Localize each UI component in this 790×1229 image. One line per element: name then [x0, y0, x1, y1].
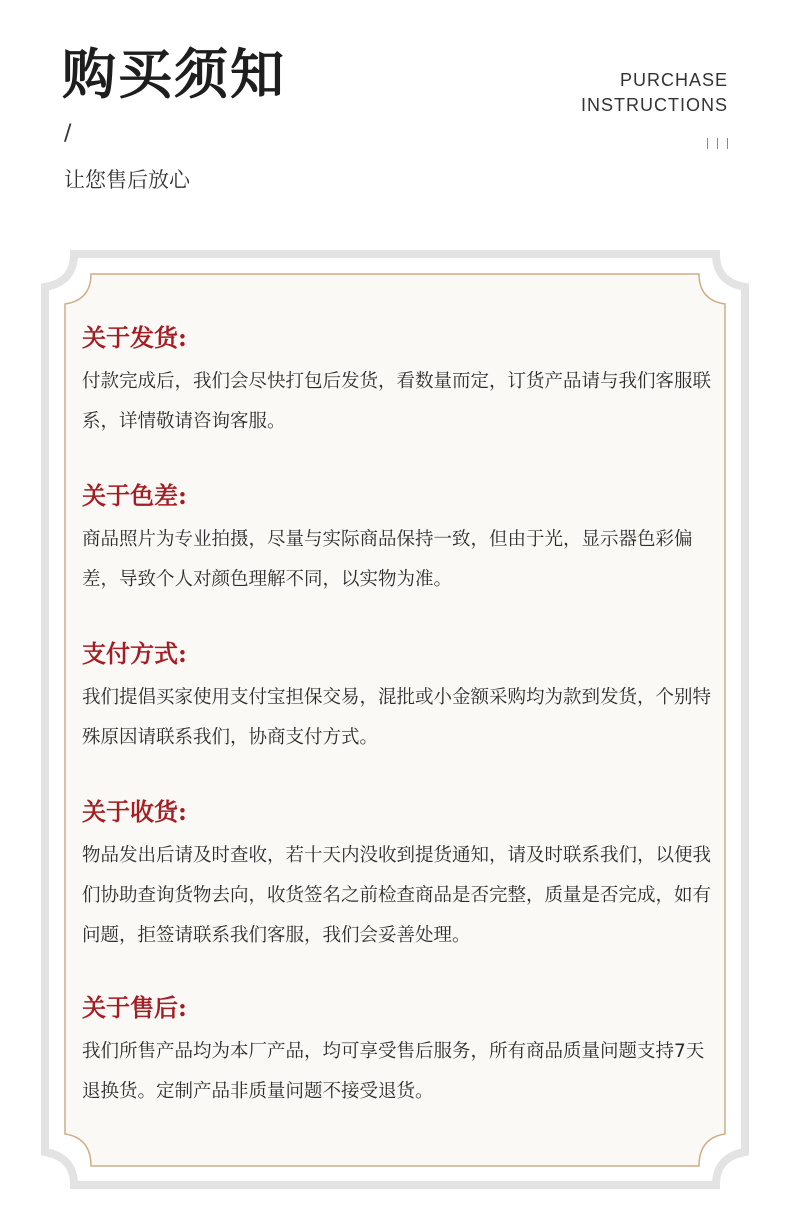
section-shipping	[82, 318, 722, 476]
section-body: 商品照片为专业拍摄，尽量与实际商品保持一致，但由于光，显示器色彩偏差，导致个人对颜色理解不同，以实物为准。	[82, 529, 693, 590]
section-heading: 支付方式:	[82, 639, 187, 668]
section-heading: 关于售后:	[82, 993, 187, 1022]
section-receipt	[82, 792, 722, 988]
title-divider-slash: /	[64, 121, 72, 146]
english-title-line1: PURCHASE	[619, 70, 728, 90]
page-title: 购买须知	[62, 43, 286, 106]
page-subtitle: 让您售后放心	[64, 168, 190, 192]
section-body: 付款完成后，我们会尽快打包后发货，看数量而定，订货产品请与我们客服联系，详情敬请咨询客服。	[82, 371, 712, 432]
section-heading: 关于收货:	[82, 797, 187, 826]
section-body: 物品发出后请及时查收，若十天内没收到提货通知，请及时联系我们，以便我们协助查询货物去向，收货签名之前检查商品是否完整，质量是否完成，如有问题，拒签请联系我们客服，我们会妥善处理。	[82, 845, 712, 946]
instructions-content	[82, 318, 722, 1112]
section-after-sales	[82, 988, 722, 1112]
english-title-line2: INSTRUCTIONS	[581, 95, 728, 115]
section-heading: 关于色差:	[82, 481, 187, 510]
section-payment	[82, 634, 722, 792]
section-body: 我们所售产品均为本厂产品，均可享受售后服务，所有商品质量问题支持7天退换货。定制产品非质量问题不接受退货。	[82, 1041, 705, 1102]
section-color-difference	[82, 476, 722, 634]
section-body: 我们提倡买家使用支付宝担保交易，混批或小金额采购均为款到发货，个别特殊原因请联系我们，协商支付方式。	[82, 687, 712, 748]
section-heading: 关于发货:	[82, 323, 187, 352]
